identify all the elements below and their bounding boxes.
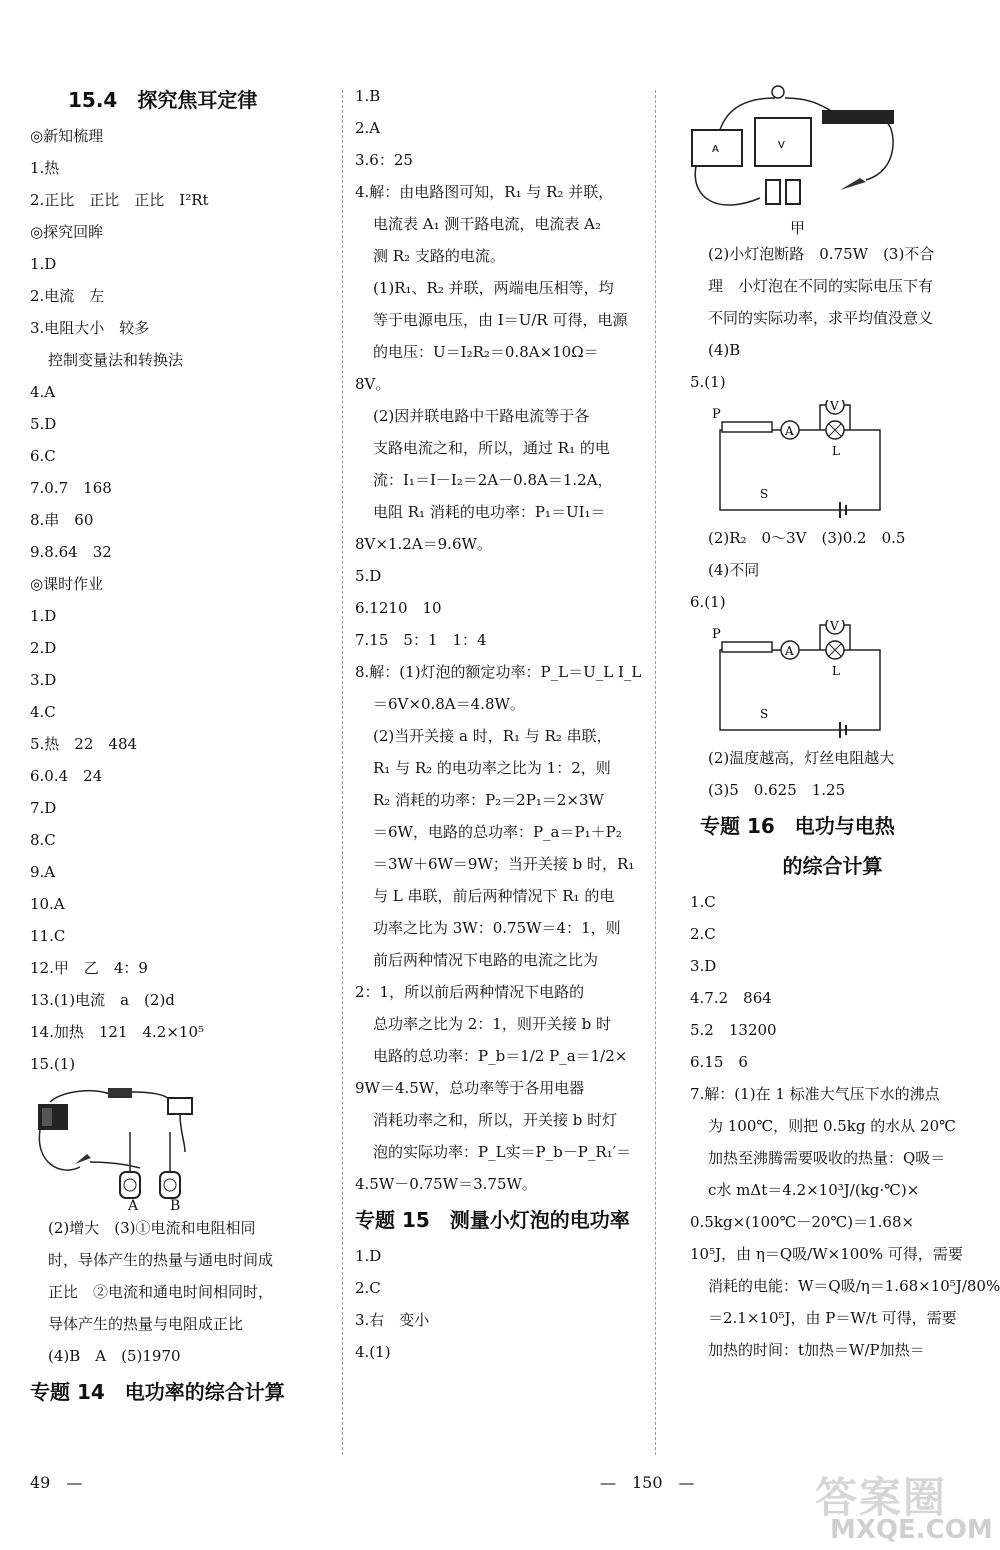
beaker-label-a: A	[128, 1198, 139, 1214]
answer-line: 6.1210 10	[355, 599, 442, 617]
answer-line: 11.C	[30, 927, 66, 945]
beaker-label-b: B	[170, 1198, 181, 1214]
answer-line: (1)R₁、R₂ 并联，两端电压相等，均	[373, 279, 614, 297]
voltmeter-label: V	[830, 400, 839, 413]
answer-line: 5.热 22 484	[30, 735, 138, 753]
answer-line: (2)小灯泡断路 0.75W (3)不合	[708, 245, 935, 263]
answer-line: 8.C	[30, 831, 56, 849]
joule-experiment-figure	[30, 1082, 230, 1202]
answer-line: 消耗功率之和，所以，开关接 b 时灯	[373, 1111, 618, 1129]
answer-line: 1.B	[355, 87, 381, 105]
answer-line: (2)温度越高，灯丝电阻越大	[708, 749, 895, 767]
answer-line: 2.A	[355, 119, 381, 137]
answer-line: 6.0.4 24	[30, 767, 103, 785]
answer-line: 1.C	[690, 893, 716, 911]
answer-line: (2)R₂ 0～3V (3)0.2 0.5	[708, 529, 906, 547]
answer-line: 加热至沸腾需要吸收的热量：Q吸＝	[708, 1149, 946, 1167]
page-number-center: — 150 —	[600, 1473, 695, 1492]
page-number-left: 49 —	[30, 1473, 83, 1492]
answer-line: 4.5W－0.75W＝3.75W。	[355, 1175, 537, 1193]
answer-line: 正比 ②电流和通电时间相同时，	[48, 1283, 274, 1301]
column-right	[690, 78, 1000, 1366]
answer-line: 5.(1)	[690, 373, 726, 391]
answer-line: 2.C	[690, 925, 716, 943]
answer-line: 1.热	[30, 159, 60, 177]
answer-line: 8.解：(1)灯泡的额定功率：P_L＝U_L I_L	[355, 663, 642, 681]
answer-line: (4)不同	[708, 561, 760, 579]
answer-line: 前后两种情况下电路的电流之比为	[373, 951, 599, 969]
answer-line: 7.解：(1)在 1 标准大气压下水的沸点	[690, 1085, 940, 1103]
answer-list	[690, 522, 975, 618]
answer-line: 5.2 13200	[690, 1021, 777, 1039]
answer-line: 2：1，所以前后两种情况下电路的	[355, 983, 585, 1001]
answer-line: 7.D	[30, 799, 57, 817]
voltmeter-label: V	[830, 620, 839, 633]
answer-line: 控制变量法和转换法	[48, 351, 184, 369]
answer-line: 7.15 5：1 1：4	[355, 631, 487, 649]
answer-line: 9W＝4.5W，总功率等于各用电器	[355, 1079, 585, 1097]
watermark-url: MXQE.COM	[830, 1515, 993, 1545]
lamp-label: L	[832, 664, 840, 678]
answer-line: 2.C	[355, 1279, 381, 1297]
answer-line: R₁ 与 R₂ 的电功率之比为 1：2，则	[373, 759, 611, 777]
answer-line: 8V。	[355, 375, 391, 393]
answer-list	[30, 1212, 330, 1372]
answer-line: 与 L 串联，前后两种情况下 R₁ 的电	[373, 887, 615, 905]
answer-line: ◎新知梳理	[30, 127, 104, 145]
answer-line: c水 mΔt＝4.2×10³J/(kg·℃)×	[708, 1181, 920, 1199]
answer-line: 3.D	[690, 957, 717, 975]
answer-line: ＝3W＋6W＝9W；当开关接 b 时，R₁	[373, 855, 635, 873]
answer-line: (2)增大 (3)①电流和电阻相同	[48, 1219, 256, 1237]
answer-line: 测 R₂ 支路的电流。	[373, 247, 505, 265]
answer-line: 9.8.64 32	[30, 543, 112, 561]
section-title: 专题 16 电功与电热	[700, 814, 895, 838]
answer-line: ＝6W，电路的总功率：P_a＝P₁＋P₂	[373, 823, 622, 841]
rheostat-label: P	[712, 627, 721, 642]
answer-line: 3.电阻大小 较多	[30, 319, 150, 337]
answer-line: (2)当开关接 a 时，R₁ 与 R₂ 串联，	[373, 727, 612, 745]
answer-list	[690, 742, 975, 806]
answer-line: 总功率之比为 2：1，则开关接 b 时	[373, 1015, 611, 1033]
answer-line: 5.D	[355, 567, 382, 585]
answer-list	[690, 238, 975, 398]
ammeter-label: A	[785, 644, 794, 658]
column-left	[30, 80, 330, 1412]
answer-list	[355, 1240, 645, 1368]
svg-text:V: V	[778, 140, 785, 151]
answer-line: 的电压：U＝I₂R₂＝0.8A×10Ω＝	[373, 343, 599, 361]
answer-line: 电流表 A₁ 测干路电流，电流表 A₂	[373, 215, 601, 233]
answer-line: 14.加热 121 4.2×10⁵	[30, 1023, 205, 1041]
section-title-cont: 的综合计算	[782, 854, 883, 878]
svg-text:A: A	[712, 144, 719, 155]
answer-line: (4)B	[708, 341, 741, 359]
section-title: 15.4 探究焦耳定律	[68, 88, 258, 112]
answer-line: 2.正比 正比 正比 I²Rt	[30, 191, 209, 209]
answer-line: 6.(1)	[690, 593, 726, 611]
answer-line: 为 100℃，则把 0.5kg 的水从 20℃	[708, 1117, 956, 1135]
answer-line: 6.C	[30, 447, 56, 465]
answer-line: 流：I₁＝I－I₂＝2A－0.8A＝1.2A，	[373, 471, 613, 489]
answer-line: 加热的时间：t加热＝W/P加热＝	[708, 1341, 925, 1359]
answer-line: 不同的实际功率，求平均值没意义	[708, 309, 934, 327]
answer-line: (4)B A (5)1970	[48, 1347, 181, 1365]
answer-line: (2)因并联电路中干路电流等于各	[373, 407, 590, 425]
answer-list	[30, 120, 330, 1080]
circuit-diagram-6	[710, 620, 910, 740]
switch-label: S	[760, 707, 769, 721]
answer-line: 导体产生的热量与电阻成正比	[48, 1315, 244, 1333]
answer-line: 电阻 R₁ 消耗的电功率：P₁＝UI₁＝	[373, 503, 606, 521]
column-middle	[355, 80, 645, 1368]
answer-line: 1.D	[30, 255, 57, 273]
answer-line: ＝2.1×10⁵J，由 P＝W/t 可得，需要	[708, 1309, 957, 1327]
answer-list	[355, 80, 645, 1200]
answer-line: 功率之比为 3W：0.75W＝4：1，则	[373, 919, 621, 937]
answer-line: ◎课时作业	[30, 575, 104, 593]
section-title: 专题 14 电功率的综合计算	[30, 1380, 285, 1404]
answer-line: 5.D	[30, 415, 57, 433]
answer-line: 4.A	[30, 383, 56, 401]
answer-line: 3.6：25	[355, 151, 413, 169]
figure-caption: 甲	[790, 219, 806, 237]
answer-line: ＝6V×0.8A＝4.8W。	[373, 695, 525, 713]
watermark-logo: 答案圈	[815, 1473, 948, 1522]
answer-line: 4.解：由电路图可知，R₁ 与 R₂ 并联，	[355, 183, 614, 201]
answer-line: 0.5kg×(100℃－20℃)＝1.68×	[690, 1213, 915, 1231]
answer-line: 消耗的电能：W＝Q吸/η＝1.68×10⁵J/80%	[708, 1277, 1000, 1295]
answer-line: 2.D	[30, 639, 57, 657]
answer-line: 1.D	[30, 607, 57, 625]
answer-line: 8V×1.2A＝9.6W。	[355, 535, 492, 553]
column-divider	[655, 90, 656, 1455]
answer-list	[690, 886, 1000, 1366]
answer-line: 3.右 变小	[355, 1311, 430, 1329]
answer-line: 6.15 6	[690, 1053, 748, 1071]
answer-line: 10.A	[30, 895, 65, 913]
answer-line: 10⁵J，由 η＝Q吸/W×100% 可得，需要	[690, 1245, 963, 1263]
answer-line: 等于电源电压，由 I＝U/R 可得，电源	[373, 311, 628, 329]
answer-line: 8.串 60	[30, 511, 94, 529]
answer-line: 15.(1)	[30, 1055, 76, 1073]
rheostat-label: P	[712, 407, 721, 422]
answer-line: 泡的实际功率：P_L实＝P_b－P_R₁′＝	[373, 1143, 632, 1161]
switch-label: S	[760, 487, 769, 501]
answer-line: 7.0.7 168	[30, 479, 112, 497]
answer-line: ◎探究回眸	[30, 223, 104, 241]
answer-line: 理 小灯泡在不同的实际电压下有	[708, 277, 934, 295]
answer-line: 4.7.2 864	[690, 989, 772, 1007]
power-experiment-figure	[690, 80, 910, 220]
answer-line: 4.C	[30, 703, 56, 721]
answer-line: 9.A	[30, 863, 56, 881]
answer-line: 3.D	[30, 671, 57, 689]
section-title: 专题 15 测量小灯泡的电功率	[355, 1208, 630, 1232]
answer-line: 2.电流 左	[30, 287, 105, 305]
answer-line: (3)5 0.625 1.25	[708, 781, 846, 799]
answer-line: 4.(1)	[355, 1343, 391, 1361]
answer-line: 电路的总功率：P_b＝1/2 P_a＝1/2×	[373, 1047, 628, 1065]
circuit-diagram-5	[710, 400, 910, 520]
answer-line: 13.(1)电流 a (2)d	[30, 991, 175, 1009]
lamp-label: L	[832, 444, 840, 458]
column-divider	[342, 90, 343, 1455]
answer-line: 1.D	[355, 1247, 382, 1265]
answer-line: 时，导体产生的热量与通电时间成	[48, 1251, 274, 1269]
answer-line: 12.甲 乙 4：9	[30, 959, 148, 977]
answer-line: 支路电流之和，所以，通过 R₁ 的电	[373, 439, 610, 457]
ammeter-label: A	[785, 424, 794, 438]
figure-labels	[30, 1198, 330, 1212]
answer-line: R₂ 消耗的功率：P₂＝2P₁＝2×3W	[373, 791, 604, 809]
